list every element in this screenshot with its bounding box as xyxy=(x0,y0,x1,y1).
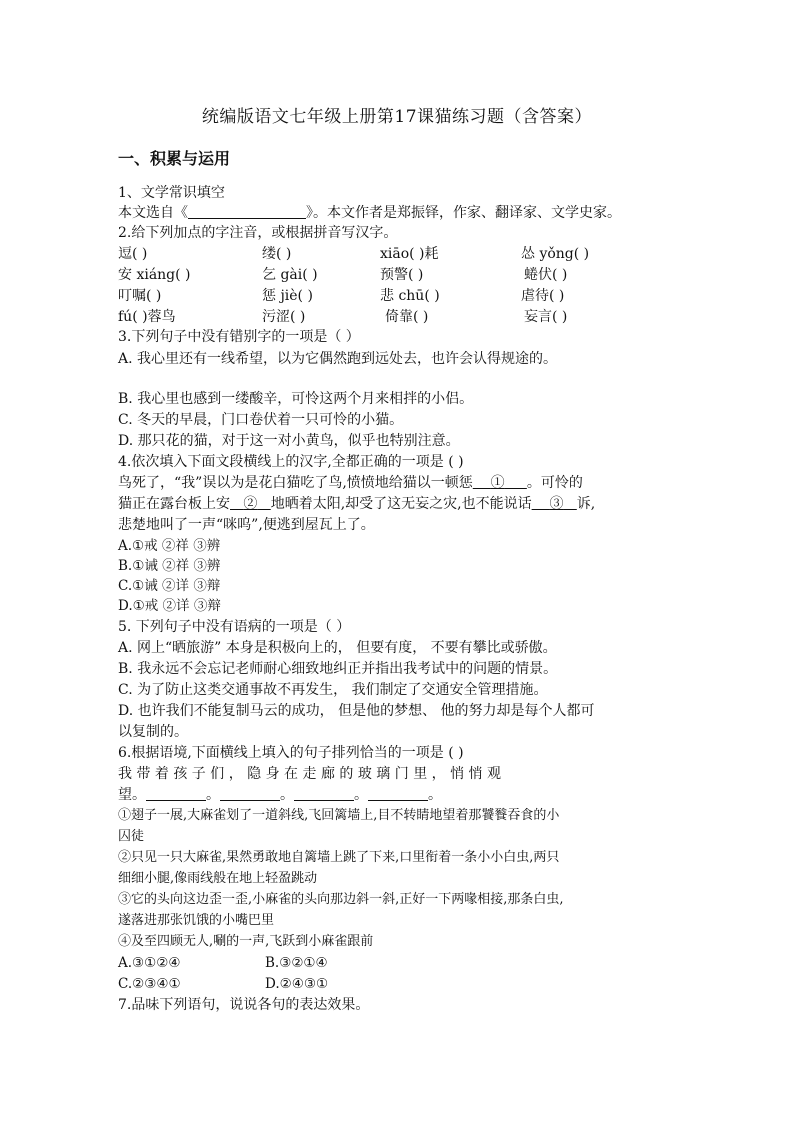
q4-text: 鸟死了，“我”误以为是花白猫吃了鸟,愤愤地给猫以一顿惩 xyxy=(118,475,473,491)
q4-passage-line xyxy=(118,494,595,514)
q4-blank-marker: ② xyxy=(243,496,258,512)
q6-sentence-4: ④及至四顾无人,唰的一声,飞跃到小麻雀跟前 xyxy=(118,934,374,949)
q5-option-c: C. 为了防止这类交通事故不再发生， 我们制定了交通安全管理措施。 xyxy=(118,682,548,698)
q6-passage-line xyxy=(118,785,442,805)
q2-item: 预警( ) xyxy=(380,267,424,283)
q6-option-a: A.③①②④ xyxy=(118,955,181,971)
q4-passage-line: 悲楚地叫了一声“咪呜”,便逃到屋瓦上了。 xyxy=(118,517,375,533)
q6-sep: 。 xyxy=(280,787,294,803)
q6-sentence-1-cont: 囚徒 xyxy=(118,829,145,844)
q7-heading: 7.品味下列语句，说说各句的表达效果。 xyxy=(118,997,370,1013)
q4-blank-marker: ③ xyxy=(549,496,564,512)
q2-item: fú( )蓉鸟 xyxy=(118,309,176,325)
q3-heading: 3.下列句子中没有错别字的一项是（ ） xyxy=(118,329,360,345)
q4-blank-marker: ① xyxy=(490,475,505,491)
q2-heading: 2.给下列加点的字注音，或根据拼音写汉字。 xyxy=(118,225,398,241)
q6-sentence-3-cont: 遂落进那张饥饿的小嘴巴里 xyxy=(118,913,275,928)
q2-item: 惩 jiè( ) xyxy=(262,288,313,304)
q4-text: 诉, xyxy=(576,496,596,512)
q6-option-b: B.③②①④ xyxy=(265,955,328,971)
q4-blank-2 xyxy=(230,496,271,512)
q4-blank-3 xyxy=(532,496,577,512)
q1-heading: 1、文学常识填空 xyxy=(118,185,225,201)
q3-option-a: A. 我心里还有一线希望，以为它偶然跑到远处去，也许会认得规途的。 xyxy=(118,351,558,367)
q6-sentence-2: ②只见一只大麻雀,果然勇敢地自篱墙上跳了下来,口里衔着一条小小白虫,两只 xyxy=(118,850,560,865)
q2-item: 污涩( ) xyxy=(262,309,306,325)
q6-sep: 。 xyxy=(428,787,442,803)
q6-blank xyxy=(146,786,206,801)
q2-item: 妄言( ) xyxy=(524,309,568,325)
section-heading: 一、积累与运用 xyxy=(118,149,231,168)
q2-item: 缕( ) xyxy=(262,246,292,262)
q4-passage-line xyxy=(118,473,583,493)
q3-option-b: B. 我心里也感到一缕酸辛，可怜这两个月来相拌的小侣。 xyxy=(118,391,474,407)
q4-text: 。可怜的 xyxy=(526,475,583,491)
q6-blank xyxy=(294,786,354,801)
q6-sep: 。 xyxy=(206,787,220,803)
q2-item: 乞 gài( ) xyxy=(262,267,318,283)
q6-blank xyxy=(220,786,280,801)
q5-option-d-cont: 以复制的。 xyxy=(118,724,188,740)
q2-item: 怂 yǒng( ) xyxy=(521,246,590,262)
q6-sentence-2-cont: 细细小腿,像雨线般在地上轻盈跳动 xyxy=(118,871,318,886)
q6-option-d: D.②④③① xyxy=(265,976,329,992)
q4-option: A.①戒 ②祥 ③辨 xyxy=(118,538,221,554)
q2-item: 安 xiáng( ) xyxy=(118,267,191,283)
q2-item: 叮嘱( ) xyxy=(118,288,162,304)
q1-line xyxy=(118,203,621,223)
q6-sentence-3: ③它的头向这边歪一歪,小麻雀的头向那边斜一斜,正好一下两喙相接,那条白虫, xyxy=(118,892,564,907)
q4-text: 猫正在露台板上安 xyxy=(118,496,230,512)
q3-option-d: D. 那只花的猫，对于这一对小黄鸟，似乎也特别注意。 xyxy=(118,433,460,449)
q6-sep: 。 xyxy=(354,787,368,803)
q6-heading: 6.根据语境,下面横线上填入的句子排列恰当的一项是 ( ) xyxy=(118,745,464,761)
q2-item: xiāo( )耗 xyxy=(380,246,439,262)
q1-text-b: 》。本文作者是郑振铎，作家、翻译家、文学史家。 xyxy=(306,205,621,221)
q2-item: 倚靠( ) xyxy=(385,309,429,325)
q4-option: D.①戒 ②详 ③辩 xyxy=(118,598,221,614)
q5-option-a: A. 网上“晒旅游” 本身是积极向上的， 但要有度， 不要有攀比或骄傲。 xyxy=(118,640,557,656)
q4-text: 地晒着太阳,却受了这无妄之灾,也不能说话 xyxy=(270,496,532,512)
q5-option-d: D. 也许我们不能复制马云的成功， 但是他的梦想、 他的努力却是每个人都可 xyxy=(118,703,595,719)
q4-option: B.①诫 ②祥 ③辨 xyxy=(118,558,221,574)
q6-text: 望。 xyxy=(118,787,146,803)
q6-blank xyxy=(368,786,428,801)
q2-item: 逗( ) xyxy=(118,246,148,262)
q6-sentence-1: ①翅子一展,大麻雀划了一道斜线,飞回篱墙上,目不转睛地望着那饕餮吞食的小 xyxy=(118,808,560,823)
q6-option-c: C.②③④① xyxy=(118,976,181,992)
q2-item: 蜷伏( ) xyxy=(524,267,568,283)
q2-item: 虐待( ) xyxy=(521,288,565,304)
page-title: 统编版语文七年级上册第17课猫练习题（含答案） xyxy=(201,107,593,127)
q5-option-b: B. 我永远不会忘记老师耐心细致地纠正并指出我考试中的问题的情景。 xyxy=(118,661,558,677)
q3-option-c: C. 冬天的早晨，门口卷伏着一只可怜的小猫。 xyxy=(118,412,404,428)
q1-blank xyxy=(188,204,306,219)
q6-passage-line: 我 带 着 孩 子 们 ， 隐 身 在 走 廊 的 玻 璃 门 里 ， 悄 悄 观 xyxy=(118,766,502,782)
q4-heading: 4.依次填入下面文段横线上的汉字,全都正确的一项是 ( ) xyxy=(118,454,464,470)
q2-item: 悲 chū( ) xyxy=(380,288,440,304)
q4-option: C.①诫 ②详 ③辩 xyxy=(118,578,221,594)
q5-heading: 5. 下列句子中没有语病的一项是（ ） xyxy=(118,619,351,635)
q1-text-a: 本文选自《 xyxy=(118,205,188,221)
q4-blank-1 xyxy=(473,475,527,491)
